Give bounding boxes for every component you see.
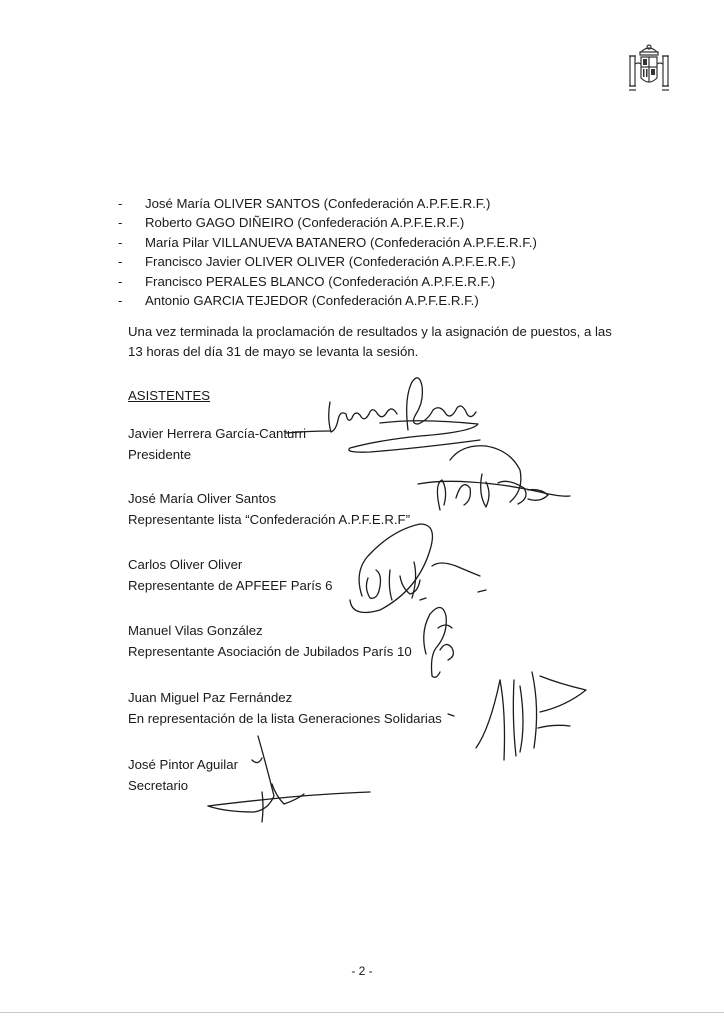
list-item: - Francisco PERALES BLANCO (Confederación A.P.F.E.R.F.) [118, 273, 496, 289]
paragraph-line: 13 horas del día 31 de mayo se levanta la sesión. [128, 344, 419, 359]
attendee-name: Manuel Vilas González [128, 623, 263, 638]
list-item: - Antonio GARCIA TEJEDOR (Confederación A.P.F.E.R.F.) [118, 292, 479, 308]
attendee-role: En representación de la lista Generaciones Solidarias [128, 710, 442, 726]
attendee-name: Juan Miguel Paz Fernández [128, 690, 293, 705]
attendee-block [128, 688, 442, 729]
list-item: - José María OLIVER SANTOS (Confederación A.P.F.E.R.F.) [118, 196, 491, 211]
handwritten-signature-icon [448, 672, 586, 760]
closing-paragraph [128, 322, 648, 362]
attendee-name: José Pintor Aguilar [128, 757, 238, 772]
page-bottom-rule [0, 1012, 724, 1013]
attendee-block [128, 755, 238, 796]
attendee-block [128, 424, 306, 465]
attendee-name: Javier Herrera García-Canturri [128, 426, 307, 441]
attendee-role: Secretario [128, 777, 189, 793]
attendee-block [128, 621, 412, 662]
handwritten-signature-icon [286, 378, 480, 452]
list-item: - Francisco Javier OLIVER OLIVER (Confederación A.P.F.E.R.F.) [118, 254, 516, 270]
handwritten-signature-icon [424, 607, 454, 677]
royal-coat-of-arms-icon [627, 42, 671, 100]
attendee-name: José María Oliver Santos [128, 491, 277, 506]
attendee-role: Representante Asociación de Jubilados París 10 [128, 643, 412, 659]
paragraph-line: Una vez terminada la proclamación de resultados y la asignación de puestos, a las [128, 324, 612, 339]
attendee-block [128, 555, 333, 596]
attendees-heading: ASISTENTES [128, 388, 211, 403]
attendee-name: Carlos Oliver Oliver [128, 557, 243, 572]
handwritten-signature-icon [350, 524, 486, 612]
candidate-list [118, 194, 537, 310]
handwritten-signature-icon [418, 446, 570, 510]
list-item: - María Pilar VILLANUEVA BATANERO (Confederación A.P.F.E.R.F.) [118, 234, 537, 250]
attendee-role: Representante lista “Confederación A.P.F.E.R.F” [128, 511, 410, 527]
page-number: - 2 - [351, 964, 373, 978]
attendee-role: Presidente [128, 446, 192, 462]
attendee-block [128, 489, 410, 530]
attendee-role: Representante de APFEEF París 6 [128, 577, 333, 593]
list-item: - Roberto GAGO DIÑEIRO (Confederación A.P.F.E.R.F.) [118, 215, 465, 231]
